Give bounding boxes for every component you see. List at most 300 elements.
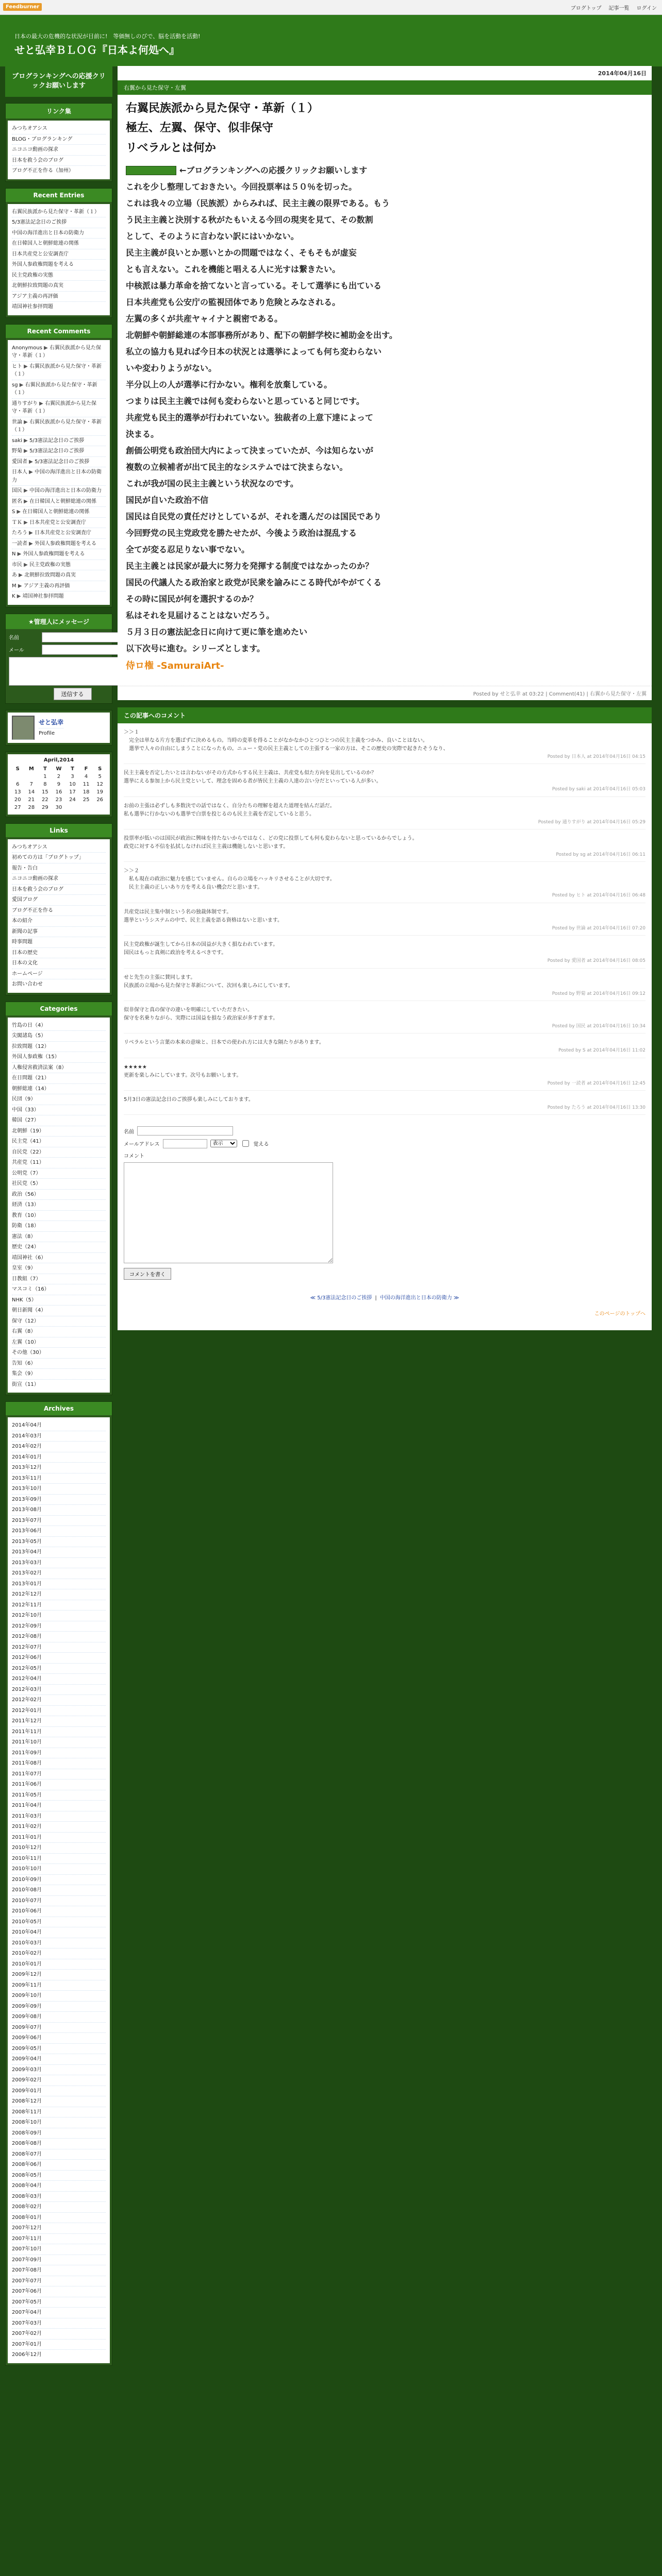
calendar-day[interactable]: 30 — [55, 804, 62, 810]
recent-comment-post[interactable]: 右翼民族派から見た保守・革新（１） — [12, 382, 97, 396]
category-item[interactable]: 公明党（7） — [12, 1168, 106, 1179]
archive-item[interactable]: 2014年02月 — [12, 1442, 106, 1452]
category-item[interactable]: 民主党（41） — [12, 1137, 106, 1147]
recent-comment-item[interactable] — [12, 560, 106, 571]
comment-byline[interactable]: Posted by 国民 at 2014年04月16日 10:34 — [552, 1023, 646, 1029]
calendar-day-header: M — [28, 766, 34, 772]
post-category[interactable]: 右翼から見た保守・左翼 — [118, 80, 652, 95]
recent-comment-post[interactable]: 中国の海洋進出と日本の防衛力 — [12, 469, 102, 483]
category-item[interactable]: 政治（56） — [12, 1190, 106, 1200]
post-paragraph: いや変わりようがない。 — [126, 363, 217, 373]
recent-comment-item[interactable] — [12, 457, 106, 468]
recent-article-item[interactable]: 在日韓国人と朝鮮総連の関係 — [12, 239, 106, 249]
comment-byline[interactable]: Posted by 野菊 at 2014年04月16日 09:12 — [552, 991, 646, 996]
calendar-day[interactable]: 20 — [14, 796, 21, 803]
archive-item[interactable]: 2013年06月 — [12, 1526, 106, 1537]
link-box-item[interactable]: みつちオアシス — [12, 124, 106, 134]
archive-item[interactable]: 2010年05月 — [12, 1917, 106, 1928]
category-item[interactable]: 保守（12） — [12, 1316, 106, 1327]
archive-item[interactable]: 2007年04月 — [12, 2308, 106, 2318]
recent-comment-item[interactable] — [12, 436, 106, 447]
archive-item[interactable]: 2009年06月 — [12, 2033, 106, 2044]
recent-comment-item[interactable] — [12, 467, 106, 486]
calendar-day[interactable]: 6 — [16, 781, 20, 787]
recent-comment-item[interactable] — [12, 570, 106, 581]
topbar-link-login[interactable]: ログイン — [636, 6, 657, 11]
recent-comment-post[interactable]: 右翼民族派から見た保守・革新（１） — [12, 345, 102, 359]
calendar-day[interactable]: 2 — [57, 773, 61, 779]
link-box-item[interactable]: ブログ不正を作る（加州） — [12, 168, 74, 174]
archive-item[interactable]: 2012年05月 — [12, 1664, 106, 1674]
archive-item[interactable]: 2012年11月 — [12, 1600, 106, 1611]
category-item[interactable]: 民団（9） — [12, 1094, 106, 1105]
calendar-day[interactable]: 15 — [42, 789, 48, 795]
recent-comment-post[interactable]: 右翼民族派から見た保守・革新（１） — [12, 400, 97, 415]
comment-byline[interactable]: Posted by 愛国者 at 2014年04月16日 08:05 — [547, 958, 646, 964]
archive-item[interactable]: 2010年03月 — [12, 1938, 106, 1949]
archive-item[interactable]: 2008年08月 — [12, 2139, 106, 2149]
archive-item[interactable]: 2011年03月 — [12, 1811, 106, 1822]
calendar-day[interactable] — [11, 773, 25, 781]
ranking-banner[interactable] — [126, 166, 176, 175]
calendar-day[interactable]: 23 — [55, 796, 62, 803]
archive-item[interactable]: 2010年01月 — [12, 1959, 106, 1970]
archive-item[interactable]: 2009年05月 — [12, 2044, 106, 2055]
archive-item[interactable]: 2009年04月 — [12, 2054, 106, 2065]
comment-byline[interactable]: Posted by 世論 at 2014年04月16日 07:20 — [552, 925, 646, 931]
archive-item[interactable]: 2007年06月 — [12, 2286, 106, 2297]
recent-comment-separator: ▶ — [22, 363, 30, 369]
prev-post-link[interactable]: ≪ 5/3憲法記念日のご挨拶 — [310, 1295, 372, 1301]
calendar-day[interactable] — [65, 804, 79, 811]
category-item[interactable]: 左翼（10） — [12, 1337, 106, 1348]
post-paragraph: 創価公明党も政治団大内によって決まっていたが、今は知らないが — [126, 445, 374, 455]
calendar-day[interactable]: 25 — [82, 796, 90, 803]
recent-comment-author: S — [12, 509, 15, 515]
recent-article-item[interactable]: アジア主義の再評価 — [12, 292, 106, 302]
recent-comment-item[interactable] — [12, 528, 106, 539]
comment-byline[interactable]: Posted by たろう at 2014年04月16日 13:30 — [547, 1105, 646, 1111]
calendar-day[interactable] — [79, 804, 93, 811]
recent-comment-post[interactable]: 在日韓国人と朝鮮総連の関係 — [29, 498, 97, 504]
archive-item[interactable]: 2007年01月 — [12, 2340, 106, 2350]
site-title[interactable]: せと弘幸ＢＬＯＧ『日本よ何処へ』 — [14, 44, 179, 56]
category-item[interactable]: 竹島の日（4） — [12, 1021, 106, 1031]
category-item[interactable]: 共産党（11） — [12, 1158, 106, 1168]
calendar-day[interactable]: 29 — [42, 804, 48, 810]
recent-article-item[interactable]: 外国人参政権問題を考える — [12, 260, 106, 270]
next-post-link[interactable]: 中国の海洋進出と日本の防衛力 ≫ — [379, 1295, 459, 1301]
link-item[interactable]: ニコニコ動画の探求 — [12, 874, 106, 885]
archive-item[interactable]: 2012年09月 — [12, 1621, 106, 1632]
link-item[interactable]: 時事問題 — [12, 937, 106, 948]
recent-comment-item[interactable] — [12, 399, 106, 417]
message-submit-button[interactable]: 送信する — [54, 688, 92, 700]
category-item[interactable]: NHK（5） — [12, 1295, 106, 1306]
calendar-day[interactable] — [25, 773, 39, 781]
category-item[interactable]: 尖閣諸島（5） — [12, 1031, 106, 1042]
comment-byline[interactable]: Posted by saki at 2014年04月16日 05:03 — [552, 787, 646, 792]
comment — [124, 969, 646, 1001]
calendar-day[interactable]: 18 — [82, 789, 90, 795]
recent-comment-item[interactable] — [12, 486, 106, 497]
archive-item[interactable]: 2008年06月 — [12, 2160, 106, 2171]
archive-item[interactable]: 2008年05月 — [12, 2171, 106, 2181]
archive-item[interactable]: 2014年03月 — [12, 1431, 106, 1442]
remember-label: 覚える — [253, 1142, 269, 1148]
calendar-day[interactable]: 10 — [69, 781, 76, 787]
archive-item[interactable]: 2009年09月 — [12, 2002, 106, 2012]
link-item[interactable]: 愛国ブログ — [12, 895, 106, 906]
recent-comment-post[interactable]: アジア主義の再評価 — [23, 583, 70, 589]
archive-item[interactable]: 2008年07月 — [12, 2149, 106, 2160]
calendar-day[interactable]: 4 — [84, 773, 88, 779]
calendar-day[interactable]: 12 — [96, 781, 104, 787]
feed-badge[interactable]: Feedburner — [3, 3, 42, 11]
calendar-day[interactable]: 7 — [29, 781, 34, 787]
link-box-item[interactable]: ニコニコ動画の探求 — [12, 145, 106, 156]
archive-item[interactable]: 2010年07月 — [12, 1896, 106, 1907]
calendar-day[interactable]: 13 — [14, 789, 21, 795]
calendar-day[interactable]: 9 — [57, 781, 61, 787]
link-item[interactable]: 初めての方は「ブログトップ」 — [12, 853, 106, 863]
form-text-label: コメント — [124, 1154, 144, 1160]
archive-item[interactable]: 2008年10月 — [12, 2117, 106, 2128]
post-paragraph: とも言えない。これを機能と唱える人に光すは繋きたい。 — [126, 264, 341, 274]
recent-comment-post[interactable]: 5/3憲法記念日のご挨拶 — [29, 448, 85, 454]
recent-comment-item[interactable] — [12, 539, 106, 550]
form-mail-label: メールアドレス — [124, 1142, 160, 1148]
comment-mail-input[interactable] — [163, 1139, 207, 1148]
recent-comment-post[interactable]: 靖国神社参拝問題 — [22, 594, 64, 600]
archive-item[interactable]: 2013年07月 — [12, 1516, 106, 1527]
category-item[interactable]: 在日問題（21） — [12, 1073, 106, 1084]
archive-item[interactable]: 2011年10月 — [12, 1737, 106, 1748]
archive-item[interactable]: 2010年10月 — [12, 1864, 106, 1875]
archive-item[interactable]: 2013年10月 — [12, 1484, 106, 1495]
recent-comment-post[interactable]: 5/3憲法記念日のご挨拶 — [29, 437, 85, 444]
category-item[interactable]: 中国（33） — [12, 1105, 106, 1116]
recent-comment-post[interactable]: 日本共産党と公安調査庁 — [35, 530, 92, 536]
recent-comment-item[interactable] — [12, 362, 106, 380]
archive-item[interactable]: 2013年01月 — [12, 1579, 106, 1590]
recent-comment-post[interactable]: 外国人参政権問題を考える — [23, 551, 85, 557]
recent-comment-post[interactable]: 右翼民族派から見た保守・革新（１） — [12, 363, 102, 378]
comment-line: 完全は単なる片方を選ばずに決めるもの。当時の変革を得ることがなかなかひとつひとつの民主主義をつかみ、良いことはない。 — [124, 737, 428, 743]
page-top-link[interactable]: このページのトップへ — [594, 1311, 646, 1317]
comment-byline[interactable]: Posted by ヒト at 2014年04月16日 06:48 — [552, 893, 646, 899]
comment-byline[interactable]: Posted by 日本人 at 2014年04月16日 04:15 — [547, 754, 646, 759]
archive-item[interactable]: 2007年07月 — [12, 2276, 106, 2287]
archive-item[interactable]: 2013年11月 — [12, 1473, 106, 1484]
category-item[interactable]: 人権侵害救済法案（8） — [12, 1063, 106, 1074]
recent-comment-item[interactable] — [12, 507, 106, 518]
archive-item[interactable]: 2008年02月 — [12, 2202, 106, 2213]
mail-visibility-select[interactable] — [210, 1140, 237, 1147]
recent-comment-post[interactable]: 外国人参政権問題を考える — [35, 540, 97, 547]
calendar-day[interactable] — [93, 804, 107, 811]
calendar-day[interactable]: 24 — [69, 796, 76, 803]
archive-item[interactable]: 2008年01月 — [12, 2213, 106, 2224]
topbar-link-blogtop[interactable]: ブログトップ — [570, 6, 602, 11]
archive-item[interactable]: 2013年05月 — [12, 1537, 106, 1548]
category-item[interactable]: 日教組（7） — [12, 1274, 106, 1285]
sidebar — [5, 66, 112, 2366]
category-item[interactable]: 外国人参政権（15） — [12, 1052, 106, 1063]
archive-item[interactable]: 2013年02月 — [12, 1568, 106, 1579]
link-box-item[interactable]: BLOG・ブログランキング — [12, 134, 106, 145]
archive-item[interactable]: 2010年09月 — [12, 1875, 106, 1886]
category-item[interactable]: 韓国（27） — [12, 1115, 106, 1126]
archive-item[interactable]: 2014年01月 — [12, 1452, 106, 1463]
recent-articles-list — [8, 204, 110, 315]
link-item[interactable]: 日本の文化 — [12, 958, 106, 969]
link-item[interactable]: 報告・告白 — [12, 863, 106, 874]
archive-item[interactable]: 2007年05月 — [12, 2297, 106, 2308]
topbar-link-index[interactable]: 記事一覧 — [608, 6, 630, 11]
post-title[interactable]: 右翼民族派から見た保守・革新（１） — [126, 102, 319, 115]
category-item[interactable]: マスコミ（16） — [12, 1284, 106, 1295]
archive-item[interactable]: 2011年06月 — [12, 1780, 106, 1790]
archive-item[interactable]: 2013年08月 — [12, 1505, 106, 1516]
calendar-day[interactable]: 17 — [69, 789, 76, 795]
archive-item[interactable]: 2011年04月 — [12, 1801, 106, 1811]
comment-byline[interactable]: Posted by S at 2014年04月16日 11:02 — [558, 1048, 646, 1054]
archive-item[interactable]: 2007年03月 — [12, 2318, 106, 2329]
archive-item[interactable]: 2010年08月 — [12, 1885, 106, 1896]
archive-item[interactable]: 2010年11月 — [12, 1854, 106, 1865]
calendar-day[interactable]: 1 — [43, 773, 47, 779]
recent-article-item[interactable]: 北朝鮮拉致問題の真実 — [12, 281, 106, 292]
recent-comment-post[interactable]: 日本共産党と公安調査庁 — [29, 519, 87, 526]
category-item[interactable]: 経済（13） — [12, 1200, 106, 1211]
archive-item[interactable]: 2012年08月 — [12, 1632, 106, 1642]
archive-item[interactable]: 2008年11月 — [12, 2107, 106, 2118]
link-item[interactable]: 日本の歴史 — [12, 948, 106, 959]
calendar-day[interactable]: 21 — [28, 796, 35, 803]
archive-item[interactable]: 2012年07月 — [12, 1642, 106, 1653]
post-subtitle-2: リベラルとは何か — [126, 141, 216, 155]
archive-item[interactable]: 2012年03月 — [12, 1685, 106, 1696]
profile — [8, 713, 110, 743]
recent-comments — [5, 324, 112, 607]
archive-item[interactable]: 2012年04月 — [12, 1674, 106, 1685]
archive-item[interactable]: 2007年10月 — [12, 2244, 106, 2255]
category-item[interactable]: 皇室（9） — [12, 1263, 106, 1274]
archive-item[interactable]: 2008年03月 — [12, 2192, 106, 2202]
recent-comment-post[interactable]: 右翼民族派から見た保守・革新（１） — [12, 419, 102, 433]
link-item[interactable]: ブログ不正を作る — [12, 906, 106, 917]
category-item[interactable]: 北朝鮮（19） — [12, 1126, 106, 1137]
category-item[interactable]: 靖国神社（6） — [12, 1253, 106, 1264]
category-item[interactable]: 自民党（22） — [12, 1147, 106, 1158]
archive-item[interactable]: 2007年12月 — [12, 2223, 106, 2234]
message-box — [5, 614, 112, 704]
comment-name-input[interactable] — [137, 1126, 233, 1136]
archive-item[interactable]: 2009年11月 — [12, 1980, 106, 1991]
link-box-item[interactable]: 日本を救う会のブログ — [12, 156, 106, 166]
archive-item[interactable]: 2013年12月 — [12, 1463, 106, 1473]
form-text-row — [124, 1151, 646, 1159]
archives-box — [5, 1401, 112, 2366]
link-item[interactable]: お問い合わせ — [12, 981, 43, 988]
avatar[interactable] — [12, 716, 35, 740]
archive-item[interactable]: 2011年12月 — [12, 1716, 106, 1727]
recent-article-item[interactable]: 5/3憲法記念日のご挨拶 — [12, 217, 106, 228]
archive-item[interactable]: 2009年03月 — [12, 2065, 106, 2076]
calendar-day[interactable]: 11 — [82, 781, 90, 787]
archive-item[interactable]: 2008年04月 — [12, 2181, 106, 2192]
category-item[interactable]: 右翼（8） — [12, 1327, 106, 1337]
archive-item[interactable]: 2009年01月 — [12, 2086, 106, 2097]
profile-name[interactable]: せと弘幸 — [39, 717, 63, 729]
archive-item[interactable]: 2006年12月 — [12, 2352, 42, 2358]
archive-item[interactable]: 2007年02月 — [12, 2329, 106, 2340]
recent-comment-author: saki — [12, 437, 22, 444]
profile-link[interactable]: Profile — [39, 731, 55, 737]
recent-comment-item[interactable] — [12, 591, 106, 602]
calendar-day[interactable]: 8 — [43, 781, 47, 787]
post-pager — [124, 1293, 646, 1301]
recent-comment-author: 野菊 — [12, 448, 22, 454]
category-item[interactable]: 社民党（5） — [12, 1179, 106, 1190]
recent-article-item[interactable]: 中国の海洋進出と日本の防衛力 — [12, 228, 106, 239]
recent-comment-post[interactable]: 在日韓国人と朝鮮総連の関係 — [22, 509, 90, 515]
calendar-day[interactable]: 19 — [96, 789, 104, 795]
recent-article-item[interactable]: 靖国神社参拝問題 — [12, 304, 53, 310]
recent-comment-separator: ▶ — [17, 572, 25, 579]
comment-byline[interactable]: Posted by 通りすがり at 2014年04月16日 05:29 — [538, 819, 646, 825]
archive-item[interactable]: 2011年09月 — [12, 1748, 106, 1759]
link-item[interactable]: 新聞の記事 — [12, 927, 106, 938]
archive-item[interactable]: 2013年04月 — [12, 1547, 106, 1558]
archive-item[interactable]: 2011年05月 — [12, 1790, 106, 1801]
category-item[interactable]: 防衛（18） — [12, 1221, 106, 1232]
post-paragraph: これは我々の立場（民族派）からみれば、民主主義の限界である。もう — [126, 198, 390, 208]
blog-post — [118, 66, 652, 700]
recent-comment-item[interactable] — [12, 549, 106, 560]
recent-article-item[interactable]: 右翼民族派から見た保守・革新（１） — [12, 207, 106, 218]
calendar-day[interactable]: 26 — [96, 796, 104, 803]
archive-item[interactable]: 2007年08月 — [12, 2265, 106, 2276]
calendar-day[interactable]: 28 — [28, 804, 35, 810]
archive-item[interactable]: 2009年07月 — [12, 2023, 106, 2033]
calendar-day[interactable]: 14 — [28, 789, 35, 795]
archive-item[interactable]: 2010年06月 — [12, 1906, 106, 1917]
category-item[interactable]: 教育（10） — [12, 1211, 106, 1222]
archive-item[interactable]: 2013年09月 — [12, 1495, 106, 1505]
archive-item[interactable]: 2012年01月 — [12, 1706, 106, 1717]
link-item[interactable]: 本の紹介 — [12, 916, 106, 927]
calendar-day[interactable]: 3 — [71, 773, 74, 779]
recent-comment-author: 匿名 — [12, 498, 22, 504]
category-item[interactable]: 集会（9） — [12, 1369, 106, 1380]
archive-item[interactable]: 2013年03月 — [12, 1558, 106, 1569]
archive-item[interactable]: 2010年02月 — [12, 1948, 106, 1959]
category-item[interactable]: 歴史（24） — [12, 1242, 106, 1253]
comment-body-input[interactable] — [124, 1162, 333, 1263]
recent-comment-item[interactable] — [12, 518, 106, 529]
recent-article-item[interactable]: 民主党政権の実態 — [12, 270, 106, 281]
recent-comment-item[interactable] — [12, 581, 106, 592]
recent-comment-item[interactable] — [12, 417, 106, 436]
archive-item[interactable]: 2010年12月 — [12, 1843, 106, 1854]
archive-item[interactable]: 2012年06月 — [12, 1653, 106, 1664]
calendar-day[interactable]: 27 — [14, 804, 21, 810]
comment-byline[interactable]: Posted by sg at 2014年04月16日 06:11 — [556, 852, 646, 857]
archive-item[interactable]: 2009年10月 — [12, 1991, 106, 2002]
comment-byline[interactable]: Posted by 一読者 at 2014年04月16日 12:45 — [547, 1080, 646, 1086]
post-paragraph: 共産党も民主的選挙が行われていない。独裁者の上意下達によって — [126, 412, 374, 422]
archive-item[interactable]: 2009年02月 — [12, 2075, 106, 2086]
archive-item[interactable]: 2011年07月 — [12, 1769, 106, 1780]
link-item[interactable]: みつちオアシス — [12, 842, 106, 853]
archive-item[interactable]: 2011年01月 — [12, 1833, 106, 1843]
archive-item[interactable]: 2010年04月 — [12, 1927, 106, 1938]
comment-line: お前の主張は必ずしも多数決での話ではなく、自分たちの理解を超えた道理を結んだ話だ。 — [124, 803, 335, 809]
ranking-text: ←ブログランキングへの応援クリックお願いします — [179, 165, 368, 175]
post-footer[interactable]: Posted by せと弘幸 at 03:22 | Comment(41) | 右翼から見た保守・左翼 — [118, 686, 652, 700]
recent-comment-post[interactable]: 北朝鮮拉致問題の真実 — [24, 572, 76, 579]
archive-item[interactable]: 2011年02月 — [12, 1822, 106, 1833]
archive-item[interactable]: 2007年11月 — [12, 2234, 106, 2245]
archive-item[interactable]: 2011年08月 — [12, 1758, 106, 1769]
link-item[interactable]: ホームページ — [12, 969, 106, 980]
category-item[interactable]: 告知（6） — [12, 1359, 106, 1369]
archive-item[interactable]: 2009年12月 — [12, 1970, 106, 1980]
recent-comment-item[interactable] — [12, 497, 106, 507]
category-item[interactable]: その他（30） — [12, 1348, 106, 1359]
archive-item[interactable]: 2012年10月 — [12, 1611, 106, 1621]
category-item[interactable]: 朝日新聞（4） — [12, 1306, 106, 1316]
category-item[interactable]: 街宣（11） — [12, 1381, 39, 1387]
archive-item[interactable]: 2012年02月 — [12, 1695, 106, 1706]
archive-item[interactable]: 2008年12月 — [12, 2096, 106, 2107]
recent-comment-item[interactable] — [12, 446, 106, 457]
remember-checkbox[interactable] — [242, 1140, 249, 1147]
archive-item[interactable]: 2011年11月 — [12, 1727, 106, 1738]
archive-item[interactable]: 2012年12月 — [12, 1589, 106, 1600]
calendar-day[interactable]: 16 — [55, 789, 62, 795]
link-item[interactable]: 日本を救う会のブログ — [12, 885, 106, 895]
recent-comment-item[interactable] — [12, 343, 106, 362]
comment — [124, 829, 646, 862]
comment-line: 私も選挙に行かないのも選挙で白票を投じるのも民主主義を否定していると思う。 — [124, 811, 315, 817]
recent-comment-post[interactable]: 民主党政権の実態 — [29, 562, 71, 568]
recent-comment-separator: ▶ — [22, 488, 30, 494]
category-item[interactable]: 朝鮮総連（14） — [12, 1084, 106, 1095]
recent-article-item[interactable]: 日本共産党と公安調査庁 — [12, 249, 106, 260]
archive-item[interactable]: 2014年04月 — [12, 1420, 106, 1431]
comment-submit-button[interactable]: コメントを書く — [124, 1268, 171, 1280]
category-item[interactable]: 憲法（8） — [12, 1232, 106, 1243]
recent-comment-post[interactable]: 中国の海洋進出と日本の防衛力 — [29, 488, 102, 494]
ranking-intro[interactable]: ブログランキングへの応援クリックお願いします — [5, 66, 112, 97]
recent-comments-list — [8, 340, 110, 605]
recent-comment-author: Anonymous — [12, 345, 42, 351]
recent-comment-item[interactable] — [12, 380, 106, 399]
calendar-day-header: T — [43, 766, 47, 772]
category-item[interactable]: 拉致問題（12） — [12, 1042, 106, 1053]
comments-header: この記事へのコメント — [118, 707, 652, 723]
calendar-day[interactable]: 22 — [42, 796, 48, 803]
calendar-day[interactable]: 5 — [98, 773, 102, 779]
recent-comment-post[interactable]: 5/3憲法記念日のご挨拶 — [35, 459, 90, 465]
archive-item[interactable]: 2007年09月 — [12, 2255, 106, 2266]
archive-item[interactable]: 2009年08月 — [12, 2012, 106, 2023]
archive-item[interactable]: 2008年09月 — [12, 2128, 106, 2139]
message-body-input[interactable] — [9, 657, 136, 686]
